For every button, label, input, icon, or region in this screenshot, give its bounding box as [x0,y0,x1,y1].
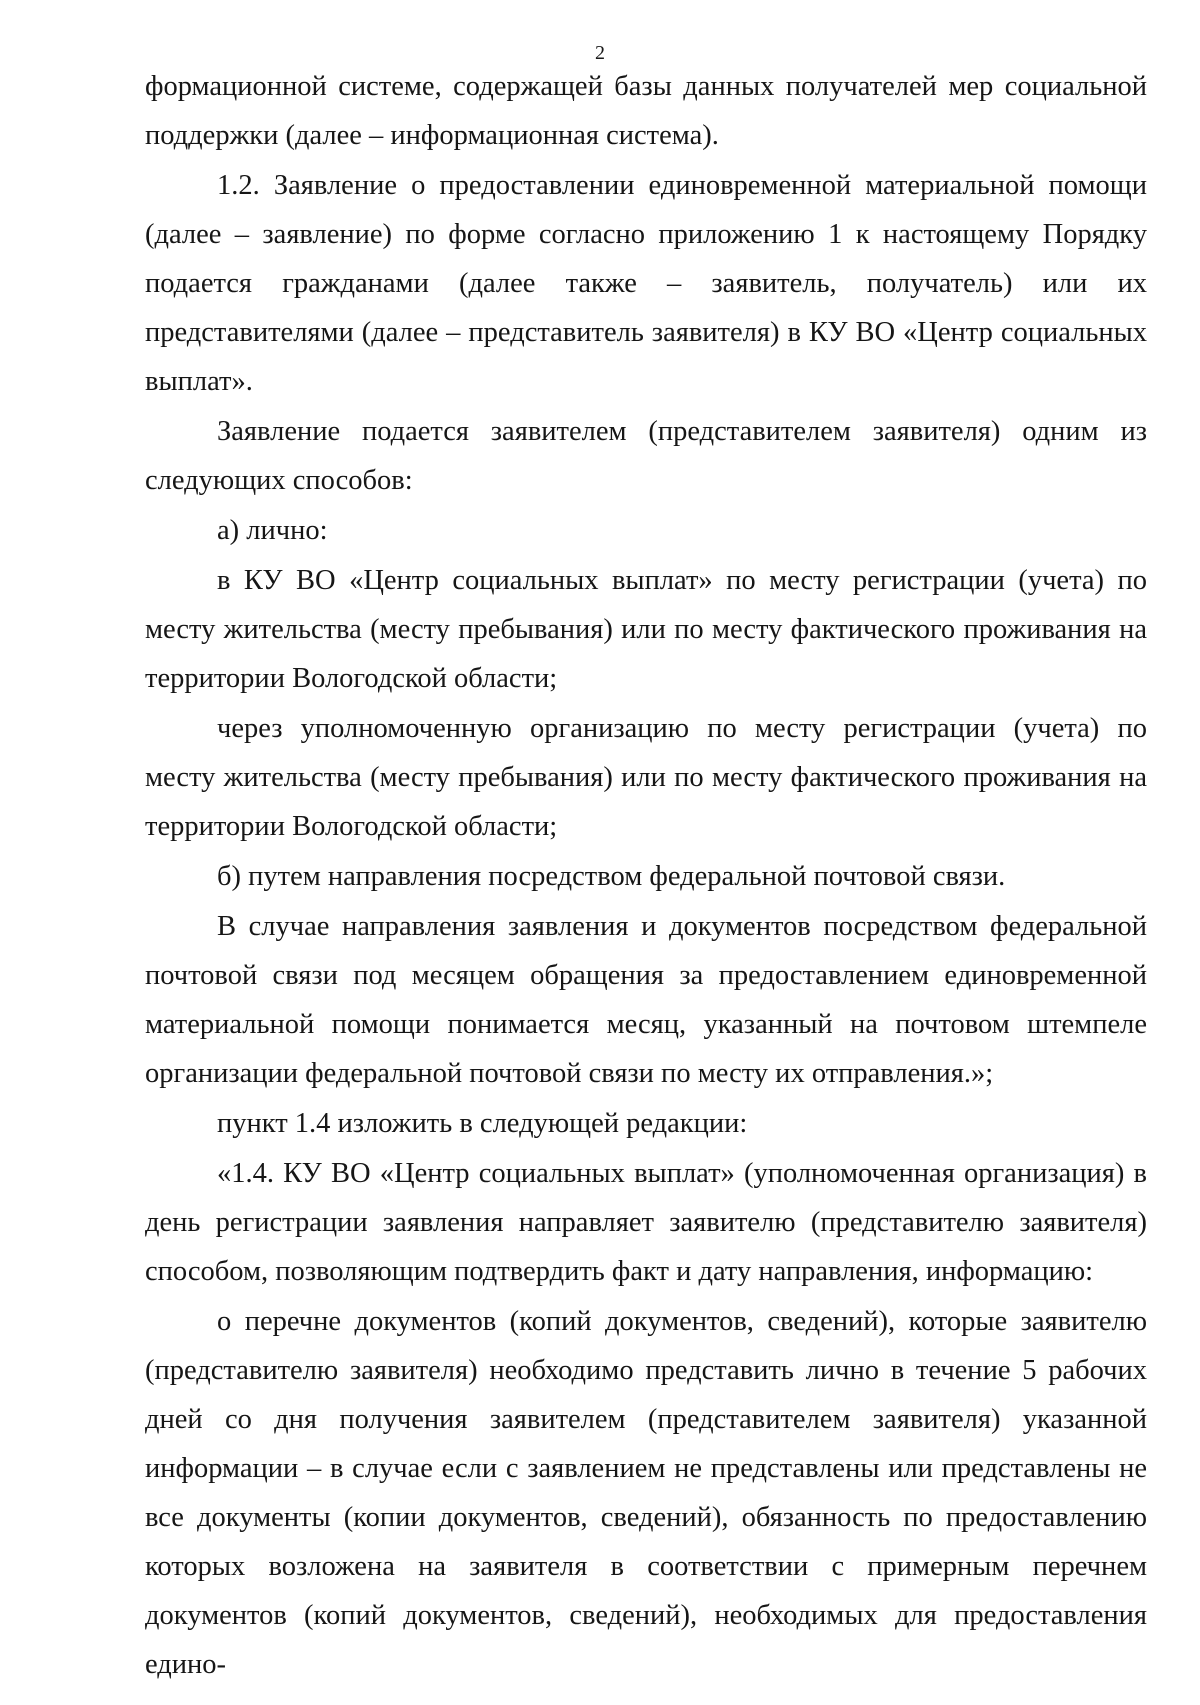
paragraph-document-list: о перечне документов (копий документов, сведений), которые заявителю (представителю заявителя) необходимо представить лично в течение 5 рабочих дней со дня получения заявителем (представителем заявителя) указанной информации – в случае если с заявлением не представлены или представлены не все документы (копии документов, сведений), обязанность по предоставлению которых возложена на заявителя в соответствии с примерным перечнем документов (копий документов, сведений), необходимых для предоставления едино- [145,1306,1147,1680]
paragraph-postal-case: В случае направления заявления и документов посредством федеральной почтовой связи под месяцем обращения за предоставлением единовременной материальной помощи понимается месяц, указанный на почтовом штемпеле организации федеральной почтовой связи по месту их отправления.»; [145,911,1147,1089]
paragraph-clause-1-4-intro: пункт 1.4 изложить в следующей редакции: [217,1108,748,1139]
paragraph-item-b: б) путем направления посредством федеральной почтовой связи. [217,861,1006,892]
paragraph-submission-methods: Заявление подается заявителем (представителем заявителя) одним из следующих способов: [145,416,1147,496]
page-number: 2 [595,42,605,64]
paragraph-clause-1-2: 1.2. Заявление о предоставлении единовременной материальной помощи (далее – заявление) по форме согласно приложению 1 к настоящему Порядку подается гражданами (далее также – заявитель, получатель) или их представителями (далее – представитель заявителя) в КУ ВО «Центр социальных выплат». [145,170,1147,397]
paragraph-continuation: формационной системе, содержащей базы данных получателей мер социальной поддержки (далее – информационная система). [145,71,1147,151]
paragraph-clause-1-4: «1.4. КУ ВО «Центр социальных выплат» (уполномоченная организация) в день регистрации заявления направляет заявителю (представителю заявителя) способом, позволяющим подтвердить факт и дату направления, информацию: [145,1158,1147,1287]
paragraph-authorized-organization: через уполномоченную организацию по месту регистрации (учета) по месту жительства (месту пребывания) или по месту фактического проживания на территории Вологодской области; [145,713,1147,842]
document-body [145,62,1147,1690]
paragraph-item-a: а) лично: [217,515,328,546]
paragraph-center-office: в КУ ВО «Центр социальных выплат» по месту регистрации (учета) по месту жительства (месту пребывания) или по месту фактического проживания на территории Вологодской области; [145,565,1147,694]
